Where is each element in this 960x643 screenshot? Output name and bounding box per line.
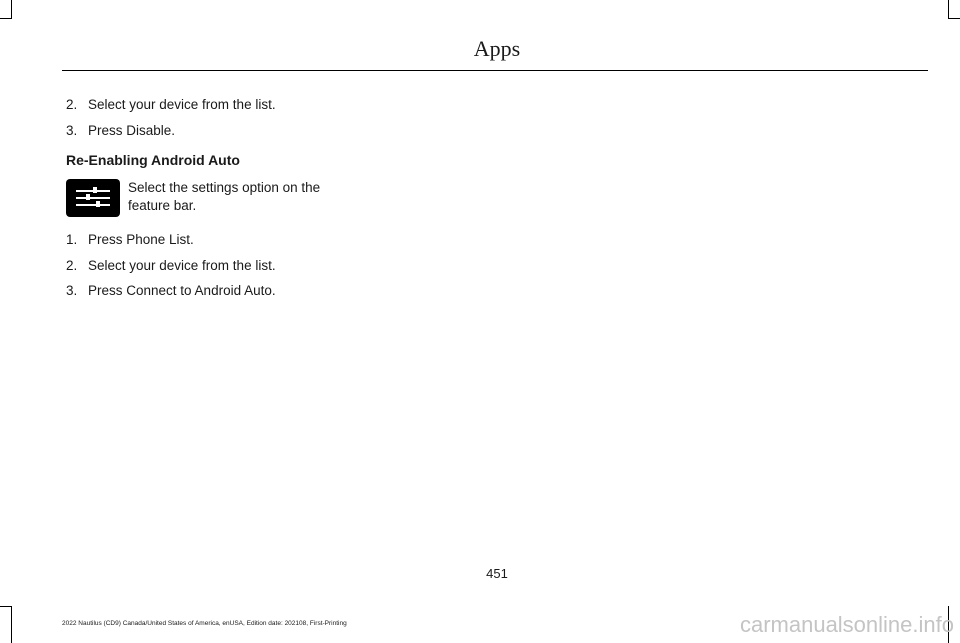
step-text: Press Phone List. xyxy=(88,232,194,248)
crop-mark-top-left-v xyxy=(11,0,12,18)
watermark: carmanualsonline.info xyxy=(739,612,954,637)
page-number: 451 xyxy=(486,566,508,581)
step-text: Select your device from the list. xyxy=(88,97,276,112)
footer-text: 2022 Nautilus (CD9) Canada/United States of America, enUSA, Edition date: 202108, First-Printing xyxy=(62,620,347,627)
step-number: 2. xyxy=(66,257,78,273)
step-text: Press Disable. xyxy=(88,122,176,138)
step-number: 3. xyxy=(66,122,78,138)
crop-mark-top-right-v xyxy=(948,0,949,18)
list-item xyxy=(66,282,366,300)
icon-callout xyxy=(66,179,366,217)
crop-mark-top-right-h xyxy=(948,18,960,19)
crop-mark-bottom-left-v xyxy=(11,606,12,643)
step-text: Select your device from the list. xyxy=(88,257,276,273)
page-title: Apps xyxy=(473,36,521,61)
callout-text: Select the settings option on the feature bar. xyxy=(128,180,321,213)
step-number: 1. xyxy=(66,232,78,248)
step-text: Press Connect to Android Auto. xyxy=(88,283,276,299)
list-item xyxy=(66,231,366,249)
list-item xyxy=(66,257,366,275)
crop-mark-top-left-h xyxy=(0,18,12,19)
list-item xyxy=(66,96,366,114)
step-number: 3. xyxy=(66,283,78,299)
section-heading: Re-Enabling Android Auto xyxy=(66,152,240,169)
crop-mark-bottom-left-h xyxy=(0,606,12,607)
main-content xyxy=(66,96,366,308)
list-item xyxy=(66,122,366,140)
settings-sliders-icon xyxy=(66,179,120,217)
header-rule xyxy=(62,70,928,71)
step-number: 2. xyxy=(66,97,78,112)
